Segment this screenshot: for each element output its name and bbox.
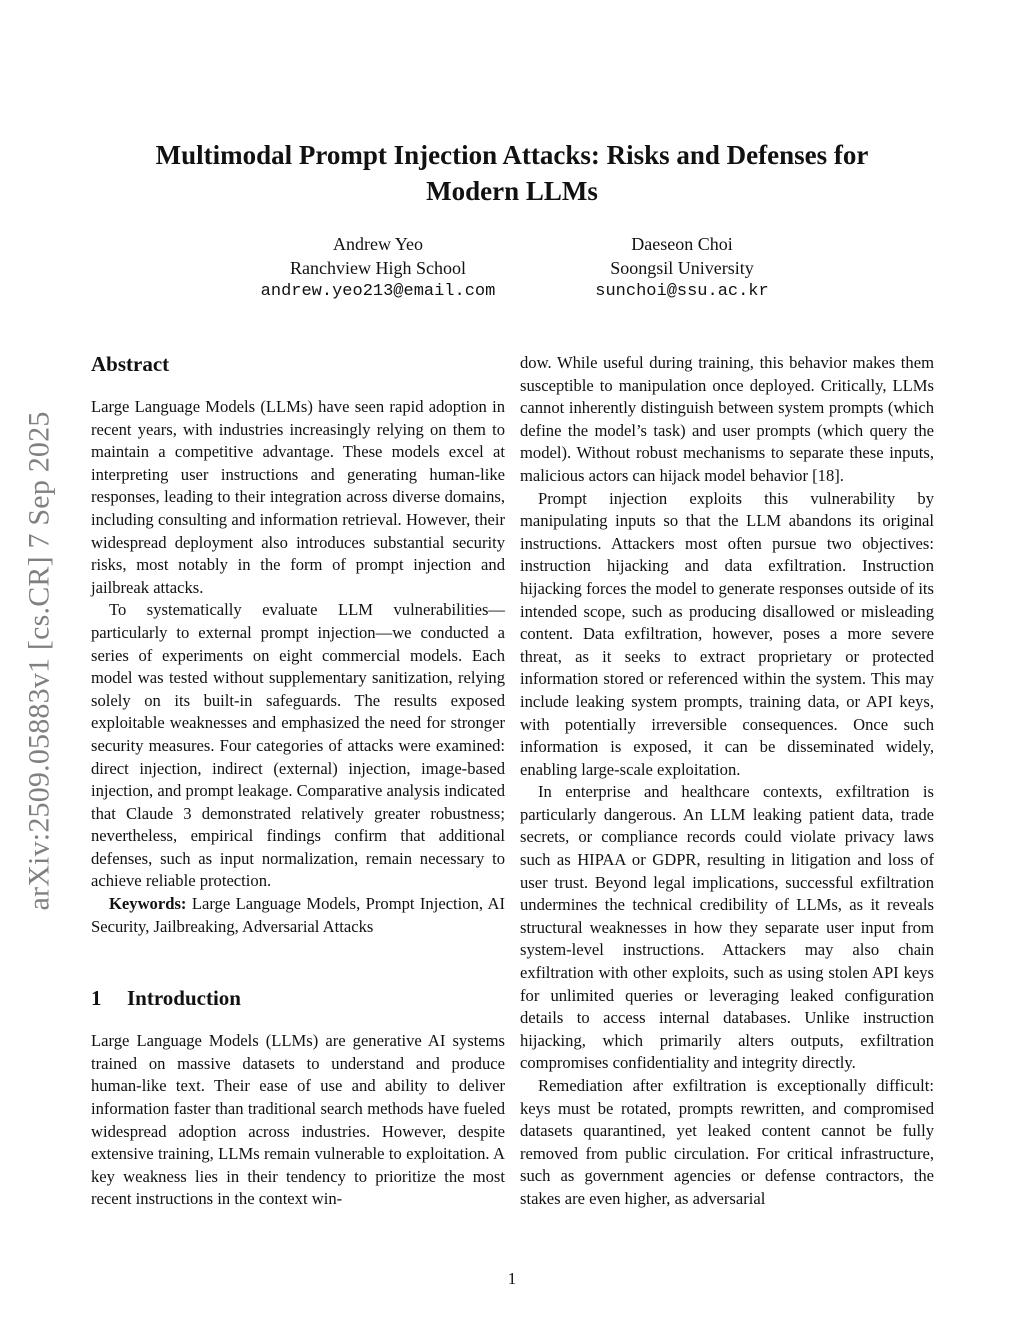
keywords-text: Large Language Models, Prompt Injection, AI Security, Jailbreaking, Adversarial Attacks — [91, 894, 505, 936]
title-line-1: Multimodal Prompt Injection Attacks: Risks and Defenses for — [155, 140, 869, 170]
arxiv-stamp — [20, 380, 60, 942]
author-block-2 — [532, 232, 832, 304]
abstract-paragraph-2: To systematically evaluate LLM vulnerabilities—particularly to external prompt injection—we conducted a series of experiments on eight commercial models. Each model was tested without supplementary sanitization, relying solely on its built-in safeguards. The results exposed exploitable weaknesses and emphasized the need for stronger security measures. Four categories of attacks were examined: direct injection, indirect (external) injection, image-based injection, and prompt leakage. Comparative analysis indicated that Claude 3 demonstrated relatively greater robustness; nevertheless, empirical findings confirm that additional defenses, such as input normalization, remain necessary to achieve reliable protection. — [91, 600, 505, 891]
section-title: Introduction — [127, 986, 241, 1011]
author-block-1 — [228, 232, 528, 304]
author-name: Daeseon Choi — [631, 234, 733, 254]
intro-paragraph-3: In enterprise and healthcare contexts, exfiltration is particularly dangerous. An LLM leaking patient data, trade secrets, or compliance records could violate privacy laws such as HIPAA or GDPR, resulting in litigation and loss of user trust. Beyond legal implications, successful exfiltration undermines the technical credibility of LLMs, as it reveals structural weaknesses in how they separate user input from system-level instructions. Attackers may also chain exfiltration with other exploits, such as using stolen API keys for unlimited queries or leveraging leaked configuration details to access internal databases. Unlike instruction hijacking, which primarily alters outputs, exfiltration compromises confidentiality and integrity directly. — [520, 782, 934, 1073]
right-column — [520, 352, 934, 1211]
intro-paragraph-4: Remediation after exfiltration is exceptionally difficult: keys must be rotated, prompts rewritten, and compromised datasets quarantined, yet leaked content cannot be fully removed from public circulation. For critical infrastructure, such as government agencies or defense contractors, the stakes are even higher, as adversarial — [520, 1076, 934, 1208]
paper-title — [100, 137, 924, 209]
author-affiliation: Ranchview High School — [290, 258, 466, 278]
abstract-heading: Abstract — [91, 352, 170, 376]
title-line-2: Modern LLMs — [426, 176, 598, 206]
section-heading-introduction — [91, 984, 505, 1012]
intro-paragraph-1: Large Language Models (LLMs) are generative AI systems trained on massive datasets to understand and produce human-like text. Their ease of use and ability to deliver information faster than traditional search methods have fueled widespread adoption across industries. However, despite extensive training, LLMs remain vulnerable to exploitation. A key weakness lies in their tendency to prioritize the most recent instructions in the context win- — [91, 1031, 505, 1209]
intro-paragraph-1-continued: dow. While useful during training, this behavior makes them susceptible to manipulation once deployed. Critically, LLMs cannot inherently distinguish between system prompts (which define the model’s task) and user prompts (which query the model). Without robust mechanisms to separate these inputs, malicious actors can hijack model behavior [18]. — [520, 353, 934, 485]
left-column — [91, 350, 505, 1211]
keywords-label: Keywords: — [109, 894, 187, 914]
section-number: 1 — [91, 986, 102, 1011]
abstract-paragraph-1: Large Language Models (LLMs) have seen rapid adoption in recent years, with industries increasingly relying on them to maintain a competitive advantage. These models excel at interpreting user instructions and generating human-like responses, leading to their integration across diverse domains, including consulting and information retrieval. However, their widespread deployment also introduces substantial security risks, most notably in the form of prompt injection and jailbreak attacks. — [91, 397, 505, 597]
keywords-paragraph — [91, 893, 505, 938]
page-number: 1 — [507, 1269, 517, 1288]
author-name: Andrew Yeo — [333, 234, 423, 254]
author-email[interactable]: sunchoi@ssu.ac.kr — [595, 282, 769, 301]
arxiv-stamp-text: arXiv:2509.05883v1 [cs.CR] 7 Sep 2025 — [23, 411, 56, 911]
author-affiliation: Soongsil University — [610, 258, 754, 278]
intro-paragraph-2: Prompt injection exploits this vulnerability by manipulating inputs so that the LLM abandons its original instructions. Attackers most often pursue two objectives: instruction hijacking and data exfiltration. Instruction hijacking forces the model to generate responses outside of its intended scope, such as producing disallowed or misleading content. Data exfiltration, however, poses a more severe threat, as it seeks to extract proprietary or protected information stored or referenced within the system. This may include leaking system prompts, training data, or API keys, with potentially irreversible consequences. Once such information is exposed, it can be disseminated widely, enabling large-scale exploitation. — [520, 488, 934, 779]
author-email[interactable]: andrew.yeo213@email.com — [260, 282, 496, 301]
